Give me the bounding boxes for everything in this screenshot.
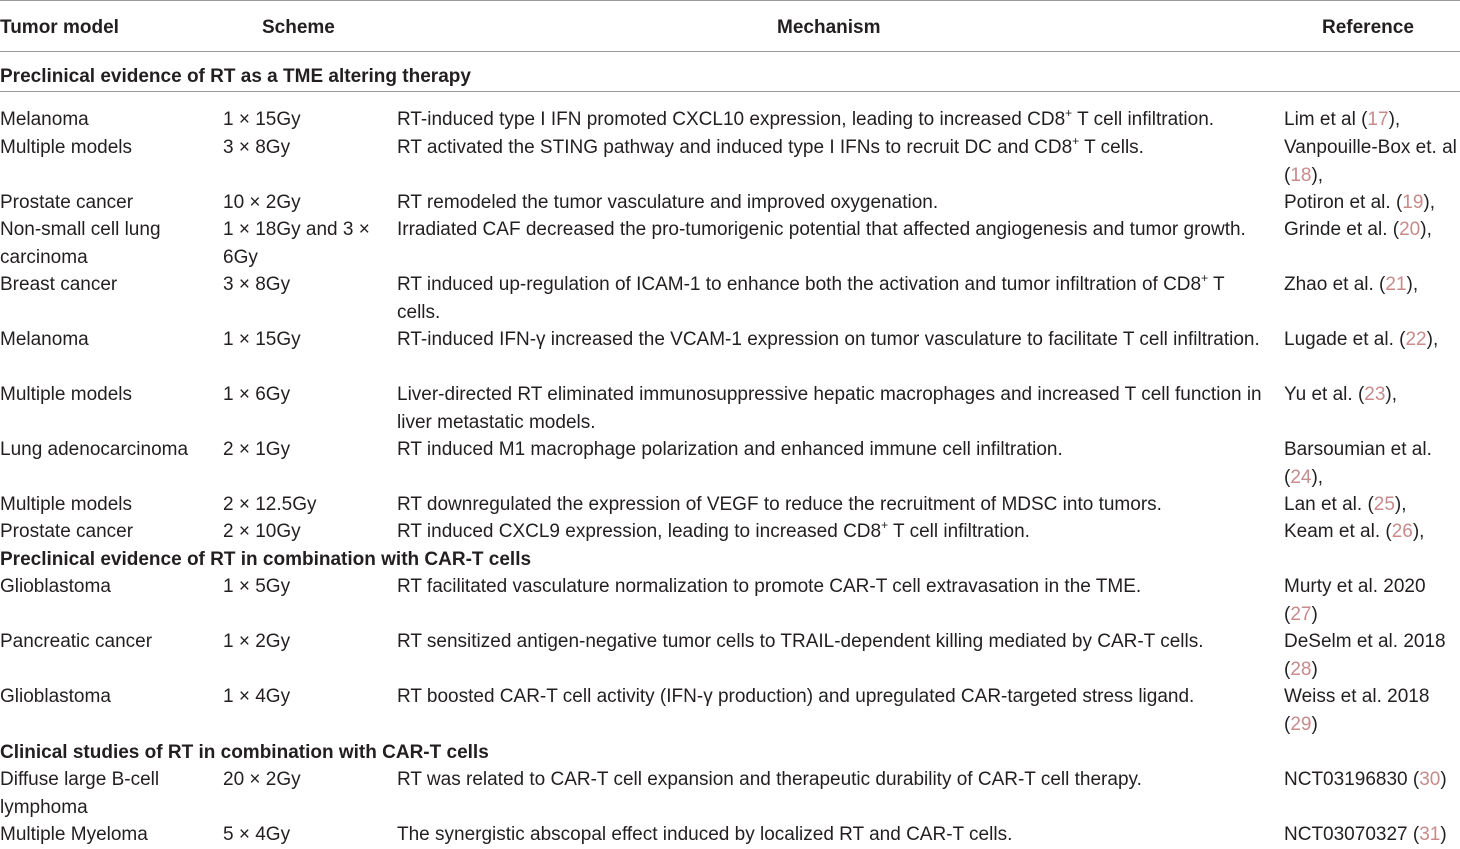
cell-reference <box>1284 821 1458 849</box>
cell-tumor-model: Pancreatic cancer <box>0 631 153 652</box>
cell-tumor-model: Glioblastoma <box>0 686 111 707</box>
reference-suffix: ) <box>1311 658 1318 680</box>
section-title: Preclinical evidence of RT as a TME altering therapy <box>0 66 471 87</box>
reference-suffix: ), <box>1426 329 1439 350</box>
superscript-plus: + <box>1201 270 1209 285</box>
cell-mechanism <box>397 573 1272 601</box>
cell-mechanism <box>397 271 1272 326</box>
cell-tumor-model: Melanoma <box>0 109 89 130</box>
citation-link[interactable]: 21 <box>1385 274 1407 295</box>
mechanism-text: RT downregulated the expression of VEGF to reduce the recruitment of MDSC into tumors. <box>397 494 1162 515</box>
cell-scheme: 3 × 8Gy <box>223 274 291 295</box>
citation-link[interactable]: 30 <box>1419 769 1441 790</box>
cell-reference <box>1284 381 1458 409</box>
section-rule <box>0 91 1460 92</box>
reference-authors: Lan et al. ( <box>1284 494 1374 515</box>
reference-authors: Zhao et al. ( <box>1284 274 1386 295</box>
citation-link[interactable]: 22 <box>1405 329 1427 350</box>
reference-suffix: ), <box>1420 219 1432 240</box>
cell-scheme: 2 × 1Gy <box>223 439 291 460</box>
cell-scheme: 1 × 6Gy <box>223 384 291 405</box>
cell-tumor-model: Diffuse large B-cell lymphoma <box>0 769 160 818</box>
mechanism-text: RT induced CXCL9 expression, leading to increased CD8 <box>397 521 882 542</box>
reference-suffix: ), <box>1412 521 1425 542</box>
cell-scheme: 1 × 2Gy <box>223 631 291 652</box>
cell-tumor-model: Non-small cell lung carcinoma <box>0 219 161 268</box>
cell-reference <box>1284 436 1458 491</box>
reference-suffix: ) <box>1311 713 1318 735</box>
cell-mechanism <box>397 683 1272 711</box>
cell-scheme: 2 × 12.5Gy <box>223 494 317 515</box>
reference-suffix: ) <box>1440 824 1447 845</box>
cell-reference <box>1284 106 1458 134</box>
reference-authors: NCT03070327 ( <box>1284 824 1420 845</box>
reference-suffix: ), <box>1311 164 1324 186</box>
reference-authors: Murty et al. 2020 ( <box>1284 576 1426 625</box>
reference-suffix: ), <box>1423 192 1436 213</box>
cell-scheme: 10 × 2Gy <box>223 192 301 213</box>
cell-mechanism <box>397 381 1272 436</box>
cell-reference <box>1284 766 1458 794</box>
cell-scheme: 1 × 15Gy <box>223 109 301 130</box>
mechanism-text: RT-induced IFN-γ increased the VCAM-1 expression on tumor vasculature to facilitate T cell infiltration. <box>397 329 1260 350</box>
cell-mechanism <box>397 491 1272 519</box>
superscript-plus: + <box>1072 133 1080 148</box>
header-rule <box>0 51 1460 52</box>
cell-scheme: 1 × 4Gy <box>223 686 291 707</box>
cell-reference <box>1284 573 1458 628</box>
header-scheme: Scheme <box>262 17 335 38</box>
cell-tumor-model: Multiple Myeloma <box>0 824 148 845</box>
cell-reference <box>1284 491 1458 519</box>
cell-mechanism <box>397 134 1272 162</box>
cell-scheme: 2 × 10Gy <box>223 521 301 542</box>
header-mechanism: Mechanism <box>777 17 881 38</box>
reference-authors: Vanpouille-Box et. al ( <box>1284 137 1457 186</box>
cell-scheme: 1 × 15Gy <box>223 329 301 350</box>
cell-tumor-model: Multiple models <box>0 384 132 405</box>
cell-mechanism <box>397 326 1272 354</box>
header-tumor-model: Tumor model <box>0 17 119 38</box>
cell-tumor-model: Prostate cancer <box>0 521 134 542</box>
reference-authors: Yu et al. ( <box>1284 384 1365 405</box>
mechanism-text: RT boosted CAR-T cell activity (IFN-γ production) and upregulated CAR-targeted stress ligand. <box>397 686 1195 707</box>
citation-link[interactable]: 23 <box>1364 384 1386 405</box>
cell-mechanism <box>397 189 1272 217</box>
superscript-plus: + <box>881 517 889 532</box>
cell-reference <box>1284 518 1458 546</box>
citation-link[interactable]: 29 <box>1290 713 1312 735</box>
mechanism-text: Liver-directed RT eliminated immunosuppressive hepatic macrophages and increased T cell function in liver metastatic models. <box>397 384 1262 433</box>
cell-scheme: 1 × 5Gy <box>223 576 291 597</box>
mechanism-text-tail: T cells. <box>397 274 1225 323</box>
citation-link[interactable]: 27 <box>1290 603 1312 625</box>
mechanism-text: RT facilitated vasculature normalization to promote CAR-T cell extravasation in the TME. <box>397 576 1142 597</box>
mechanism-text: RT remodeled the tumor vasculature and improved oxygenation. <box>397 192 939 213</box>
reference-suffix: ), <box>1385 384 1398 405</box>
reference-suffix: ), <box>1311 466 1324 488</box>
cell-tumor-model: Prostate cancer <box>0 192 134 213</box>
reference-suffix: ) <box>1311 603 1318 625</box>
cell-tumor-model: Melanoma <box>0 329 89 350</box>
cell-mechanism <box>397 216 1272 244</box>
cell-mechanism <box>397 436 1272 464</box>
cell-scheme: 3 × 8Gy <box>223 137 291 158</box>
mechanism-text-tail: T cell infiltration. <box>888 521 1030 542</box>
mechanism-text: RT-induced type I IFN promoted CXCL10 expression, leading to increased CD8 <box>397 109 1066 130</box>
cell-reference <box>1284 628 1458 683</box>
mechanism-text: RT sensitized antigen-negative tumor cells to TRAIL-dependent killing mediated by CAR-T cells. <box>397 631 1204 652</box>
mechanism-text: RT activated the STING pathway and induced type I IFNs to recruit DC and CD8 <box>397 137 1073 158</box>
reference-authors: Lim et al ( <box>1284 109 1368 130</box>
section-title: Preclinical evidence of RT in combination with CAR-T cells <box>0 549 532 570</box>
cell-mechanism <box>397 106 1272 134</box>
cell-tumor-model: Lung adenocarcinoma <box>0 439 189 460</box>
citation-link[interactable]: 31 <box>1419 824 1441 845</box>
reference-suffix: ), <box>1394 494 1407 515</box>
mechanism-text-tail: T cell infiltration. <box>1072 109 1215 130</box>
mechanism-text: Irradiated CAF decreased the pro-tumorigenic potential that affected angiogenesis and tumor growth. <box>397 219 1246 240</box>
citation-link[interactable]: 26 <box>1391 521 1413 542</box>
reference-authors: Weiss et al. 2018 ( <box>1284 686 1430 735</box>
reference-authors: Grinde et al. ( <box>1284 219 1400 240</box>
mechanism-text: RT induced up-regulation of ICAM-1 to enhance both the activation and tumor infiltration of CD8 <box>397 274 1202 295</box>
citation-link[interactable]: 20 <box>1399 219 1421 240</box>
reference-suffix: ), <box>1388 109 1401 130</box>
cell-tumor-model: Breast cancer <box>0 274 118 295</box>
cell-scheme: 1 × 18Gy and 3 × 6Gy <box>223 219 370 268</box>
mechanism-text: RT was related to CAR-T cell expansion and therapeutic durability of CAR-T cell therapy. <box>397 769 1142 790</box>
cell-mechanism <box>397 766 1272 794</box>
citation-link[interactable]: 18 <box>1290 164 1312 186</box>
cell-scheme: 5 × 4Gy <box>223 824 291 845</box>
superscript-plus: + <box>1065 105 1073 120</box>
cell-mechanism <box>397 628 1272 656</box>
top-rule <box>0 0 1460 1</box>
reference-suffix: ), <box>1406 274 1419 295</box>
citation-link[interactable]: 28 <box>1290 658 1312 680</box>
cell-reference <box>1284 189 1458 217</box>
reference-authors: DeSelm et al. 2018 ( <box>1284 631 1446 680</box>
mechanism-text: RT induced M1 macrophage polarization and enhanced immune cell infiltration. <box>397 439 1063 460</box>
reference-authors: Keam et al. ( <box>1284 521 1392 542</box>
citation-link[interactable]: 17 <box>1367 109 1389 130</box>
reference-authors: NCT03196830 ( <box>1284 769 1420 790</box>
citation-link[interactable]: 24 <box>1290 466 1312 488</box>
section-title: Clinical studies of RT in combination with CAR-T cells <box>0 742 489 763</box>
cell-scheme: 20 × 2Gy <box>223 769 301 790</box>
cell-reference <box>1284 271 1458 299</box>
mechanism-text: The synergistic abscopal effect induced by localized RT and CAR-T cells. <box>397 824 1013 845</box>
reference-authors: Barsoumian et al. ( <box>1284 439 1432 488</box>
cell-reference <box>1284 326 1458 354</box>
cell-reference <box>1284 683 1458 738</box>
cell-tumor-model: Multiple models <box>0 494 132 515</box>
reference-suffix: ) <box>1440 769 1447 790</box>
cell-tumor-model: Glioblastoma <box>0 576 111 597</box>
citation-link[interactable]: 25 <box>1373 494 1395 515</box>
cell-mechanism <box>397 821 1272 849</box>
header-reference: Reference <box>1322 17 1414 38</box>
mechanism-text-tail: T cells. <box>1079 137 1144 158</box>
citation-link[interactable]: 19 <box>1402 192 1424 213</box>
cell-tumor-model: Multiple models <box>0 137 132 158</box>
reference-authors: Lugade et al. ( <box>1284 329 1406 350</box>
reference-authors: Potiron et al. ( <box>1284 192 1403 213</box>
cell-reference <box>1284 134 1458 189</box>
cell-reference <box>1284 216 1458 244</box>
cell-mechanism <box>397 518 1272 546</box>
